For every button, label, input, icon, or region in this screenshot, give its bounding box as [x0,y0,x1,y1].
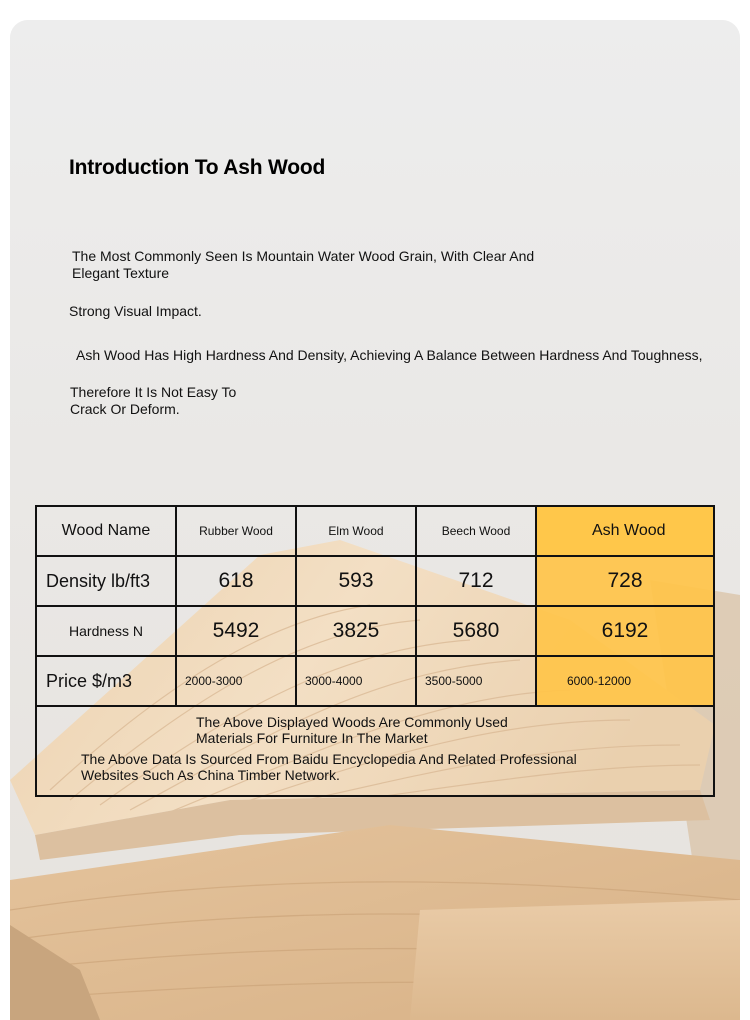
price-rubber: 2000-3000 [177,657,297,707]
header-elm-wood: Elm Wood [297,507,417,557]
density-rubber: 618 [177,557,297,607]
density-label: Density lb/ft3 [37,557,177,607]
table-header-row [37,507,713,557]
note-common-line-1: The Above Displayed Woods Are Commonly Used [196,714,508,730]
intro-paragraph-hardness: Ash Wood Has High Hardness And Density, Achieving A Balance Between Hardness And Toughness, [76,347,703,363]
note-source-line-2: Websites Such As China Timber Network. [81,767,340,783]
header-rubber-wood: Rubber Wood [177,507,297,557]
header-beech-wood: Beech Wood [417,507,537,557]
price-beech: 3500-5000 [417,657,537,707]
product-card [10,20,740,1020]
note-common-materials [196,714,508,746]
table-row-hardness [37,607,713,657]
intro-grain-line-2: Elegant Texture [72,265,170,281]
note-common-line-2: Materials For Furniture In The Market [196,730,428,746]
price-label: Price $/m3 [37,657,177,707]
hardness-beech: 5680 [417,607,537,657]
header-ash-wood: Ash Wood [537,507,713,557]
density-elm: 593 [297,557,417,607]
header-wood-name: Wood Name [37,507,177,557]
price-ash: 6000-12000 [537,657,713,707]
wood-comparison-table [35,505,715,797]
hardness-ash: 6192 [537,607,713,657]
table-row-density [37,557,713,607]
table-row-price [37,657,713,707]
intro-paragraph-grain [72,248,534,282]
hardness-elm: 3825 [297,607,417,657]
density-ash: 728 [537,557,713,607]
price-elm: 3000-4000 [297,657,417,707]
hardness-rubber: 5492 [177,607,297,657]
intro-deform-line-1: Therefore It Is Not Easy To [70,384,237,400]
note-source-line-1: The Above Data Is Sourced From Baidu Encyclopedia And Related Professional [81,751,577,767]
intro-grain-line-1: The Most Commonly Seen Is Mountain Water Wood Grain, With Clear And [72,248,535,264]
note-data-source [81,751,577,783]
table-notes [37,707,713,795]
intro-paragraph-impact: Strong Visual Impact. [69,303,202,319]
page-title: Introduction To Ash Wood [69,156,326,179]
intro-paragraph-deform [70,384,236,418]
intro-deform-line-2: Crack Or Deform. [70,401,180,417]
density-beech: 712 [417,557,537,607]
hardness-label: Hardness N [37,607,177,657]
